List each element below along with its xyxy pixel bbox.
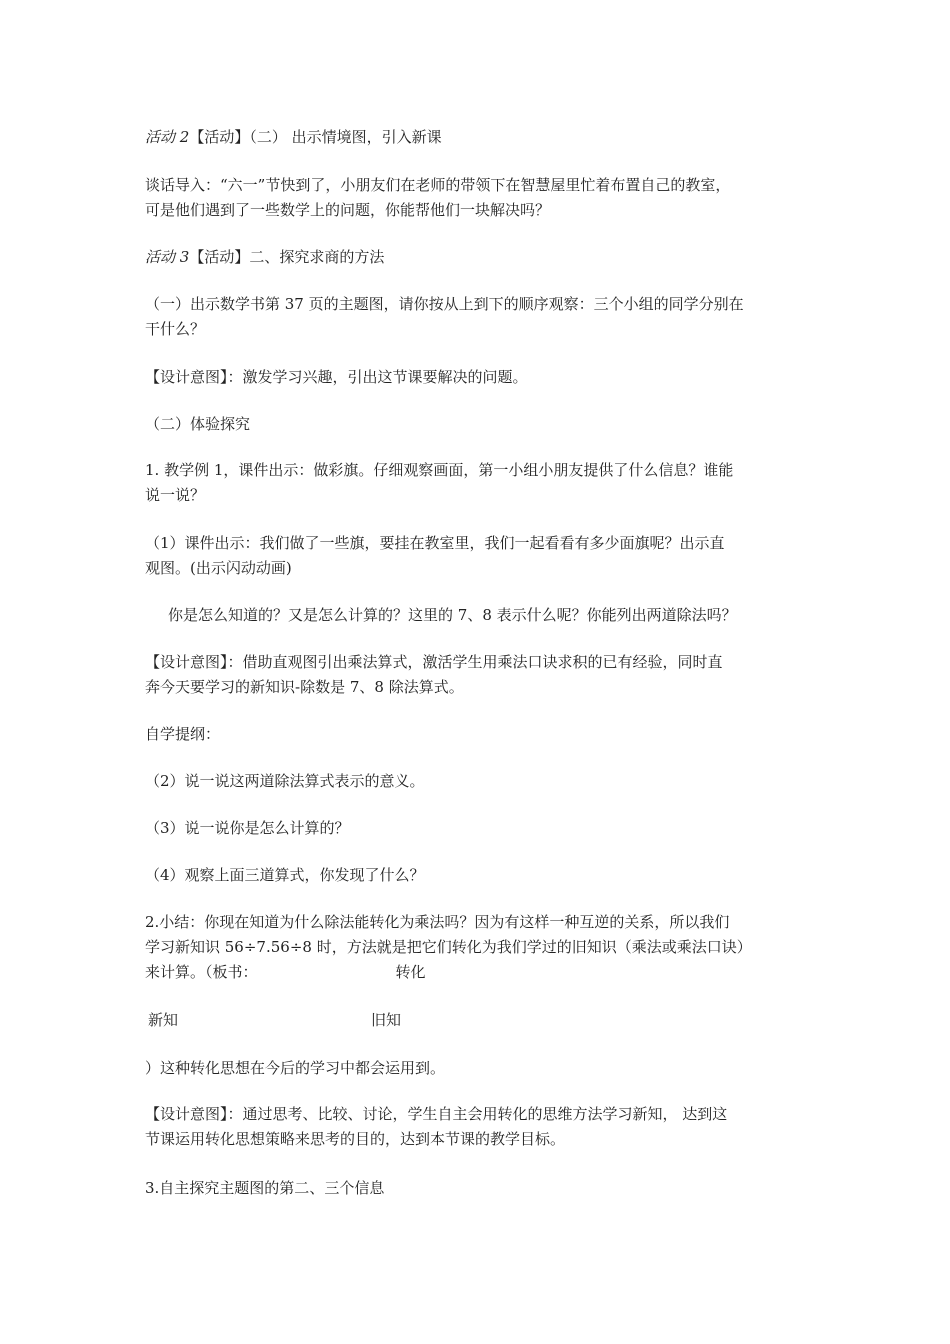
intro-paragraph: [145, 173, 810, 223]
step-1-paragraph: [145, 292, 810, 342]
activity-3-heading: [145, 245, 810, 270]
closing-paragraph: ）这种转化思想在今后的学习中都会运用到。: [145, 1059, 446, 1077]
example-1-line-2: 说一说？: [145, 486, 206, 504]
example-1-line-1: 1. 教学例 1，课件出示：做彩旗。仔细观察画面，第一小组小朋友提供了什么信息？谁能: [145, 461, 734, 479]
design-intent-2: [145, 650, 810, 700]
design-intent-1: 【设计意图】：激发学习兴趣，引出这节课要解决的问题。: [145, 368, 528, 386]
summary-line-1: 2.小结：你现在知道为什么除法能转化为乘法吗？因为有这样一种互逆的关系，所以我们: [145, 913, 730, 931]
activity-3-label: 活动 3: [145, 248, 190, 266]
activity-3-title: 【活动】二、探究求商的方法: [189, 248, 385, 266]
intro-line-2: 可是他们遇到了一些数学上的问题，你能帮他们一块解决吗？: [145, 201, 551, 219]
activity-2-title: 【活动】（二） 出示情境图，引入新课: [189, 128, 442, 146]
activity-2-label: 活动 2: [145, 128, 190, 146]
sub-1-paragraph: [145, 531, 810, 581]
summary-line-3: [145, 960, 810, 985]
step-1-line-2: 干什么？: [145, 320, 206, 338]
board-old-knowledge: 旧知: [371, 1011, 402, 1029]
question-paragraph: 你是怎么知道的？又是怎么计算的？这里的 7、8 表示什么呢？你能列出两道除法吗？: [168, 606, 737, 624]
self-study-outline-heading: 自学提纲：: [145, 725, 221, 743]
summary-paragraph: [145, 910, 810, 985]
sub-1-line-2: 观图。(出示闪动动画): [145, 559, 292, 577]
sub-1-line-1: （1）课件出示：我们做了一些旗，要挂在教室里，我们一起看看有多少面旗呢？出示直: [145, 534, 725, 552]
outline-item-3: （3）说一说你是怎么计算的？: [145, 819, 350, 837]
summary-line-2: 学习新知识 56÷7.56÷8 时，方法就是把它们转化为我们学过的旧知识（乘法或乘法口诀）: [145, 938, 752, 956]
design-intent-3-line-1: 【设计意图】：通过思考、比较、讨论，学生自主会用转化的思维方法学习新知， 达到这: [145, 1105, 728, 1123]
outline-item-4: （4）观察上面三道算式，你发现了什么？: [145, 866, 425, 884]
board-new-knowledge: 新知: [148, 1011, 179, 1029]
board-transform-label: 转化: [395, 963, 426, 981]
design-intent-2-line-2: 奔今天要学习的新知识-除数是 7、8 除法算式。: [145, 678, 464, 696]
design-intent-2-line-1: 【设计意图】：借助直观图引出乘法算式，激活学生用乘法口诀求积的已有经验，同时直: [145, 653, 723, 671]
example-1-paragraph: [145, 458, 810, 508]
step-2-heading: （二）体验探究: [145, 415, 251, 433]
activity-2-heading: [145, 125, 810, 150]
example-3-heading: 3.自主探究主题图的第二、三个信息: [145, 1179, 385, 1197]
design-intent-3-line-2: 节课运用转化思想策略来思考的目的，达到本节课的教学目标。: [145, 1130, 566, 1148]
design-intent-3: [145, 1102, 810, 1152]
outline-item-2: （2）说一说这两道除法算式表示的意义。: [145, 772, 425, 790]
step-1-line-1: （一）出示数学书第 37 页的主题图，请你按从上到下的顺序观察：三个小组的同学分别在: [145, 295, 744, 313]
intro-line-1: 谈话导入：“六一”节快到了，小朋友们在老师的带领下在智慧屋里忙着布置自己的教室，: [145, 176, 731, 194]
summary-line-3-text: 来计算。（板书：: [145, 963, 258, 981]
board-diagram: [148, 1008, 813, 1033]
